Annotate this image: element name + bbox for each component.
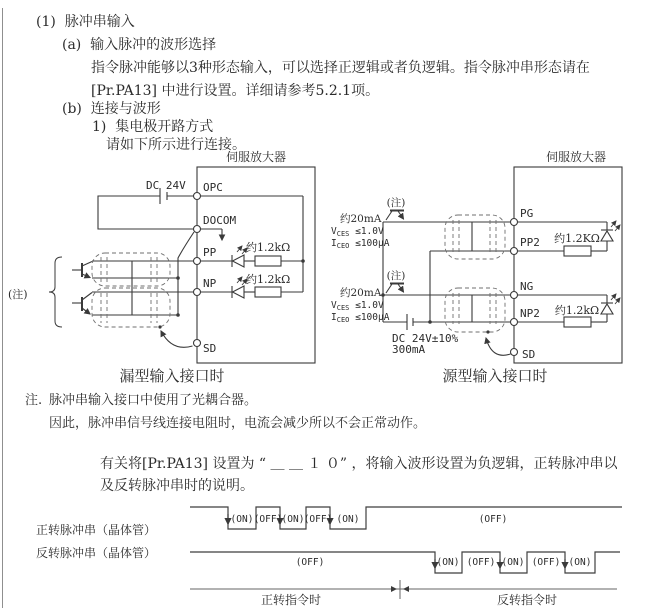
sink-circuit-lines	[49, 167, 315, 363]
sink-terminal-opc	[194, 193, 201, 200]
sink-input-diagram	[8, 149, 315, 385]
source-terminal-label-pp2: PP2	[520, 236, 540, 249]
row2-seg-label: (ON)	[568, 557, 592, 568]
reverse-pulse-row-label: 反转脉冲串（晶体管）	[36, 546, 157, 560]
pp2-led-triangle	[601, 231, 613, 241]
source-caption: 源型输入接口时	[442, 367, 548, 385]
row2-seg-label: (OFF)	[531, 557, 561, 568]
row2-seg-label: (ON)	[501, 557, 525, 568]
source-terminal-label-ng: NG	[520, 280, 534, 293]
pp-led-triangle	[233, 255, 245, 267]
sink-terminal-sd	[194, 340, 201, 347]
sink-terminal-label-opc: OPC	[203, 181, 223, 194]
source-terminal-pg	[511, 219, 518, 226]
np-resistor-symbol	[255, 287, 281, 297]
source-note-marker-bottom: (注)	[386, 270, 406, 282]
np-led-triangle	[233, 286, 245, 298]
source-amplifier-box	[514, 167, 622, 363]
spec-vces-top: $V_{CES} \le 1.0V$	[331, 226, 384, 238]
source-terminal-np2	[511, 319, 518, 326]
sink-amplifier-title: 伺服放大器	[225, 150, 287, 164]
note-brace	[49, 257, 62, 327]
sink-terminal-pp	[194, 258, 201, 265]
source-cable-shield-dashes	[445, 215, 505, 332]
row1-seg-label: (ON)	[336, 514, 360, 525]
subsection-b1-title: 1) 集电极开路方式	[92, 119, 214, 135]
forward-pulse-row-label: 正转脉冲串（晶体管）	[36, 523, 157, 537]
source-junction-dots	[381, 293, 489, 333]
source-transistor2-emitter-arrow	[398, 284, 404, 292]
subsection-a-text-line1: 指令脉冲能够以3种形态输入，可以选择正逻辑或者负逻辑。指令脉冲串形态请在	[91, 60, 590, 76]
row2-seg-label: (OFF)	[466, 557, 496, 568]
row2-seg-label: (ON)	[436, 557, 460, 568]
subsection-a-text-line2: [Pr.PA13] 中进行设置。详细请参考5.2.1项。	[91, 83, 380, 99]
row1-seg-label: (OFF)	[253, 514, 283, 525]
axis-left-label: 正转指令时	[260, 593, 322, 607]
description-line2: 及反转脉冲串时的说明。	[100, 478, 254, 494]
source-terminal-ng	[511, 292, 518, 299]
source-supply-label-line1: DC 24V±10%	[392, 332, 459, 345]
transistor1-emitter-arrow	[82, 274, 90, 278]
timing-diagram	[190, 507, 622, 607]
source-terminal-pp2	[511, 248, 518, 255]
sink-terminal-np	[194, 289, 201, 296]
note-line2: 因此，脉冲串信号线连接电阻时，电流会减少所以不会正常动作。	[49, 416, 427, 431]
transistor-spec-top	[331, 212, 390, 250]
source-input-diagram	[331, 149, 622, 385]
sink-supply-label: DC 24V	[146, 179, 186, 192]
spec-iceo-bottom: $I_{CEO} \le 100\mu A$	[331, 312, 390, 324]
sink-shield-arrow	[161, 331, 193, 347]
docom-return-wire	[178, 232, 194, 315]
sink-caption: 漏型输入接口时	[119, 367, 225, 385]
transistor2-emitter-arrow	[82, 308, 90, 314]
source-supply-label-line2: 300mA	[392, 343, 426, 356]
sink-terminal-label-pp: PP	[203, 246, 217, 259]
row2-seg-label: (OFF)	[295, 557, 325, 568]
source-shield-arrow	[486, 338, 511, 355]
waveform-segment-labels	[231, 514, 592, 568]
spec-current-bottom: 约20mA	[340, 287, 382, 299]
row1-seg-label: (OFF)	[478, 514, 508, 525]
subsection-a-title: (a) 输入脉冲的波形选择	[62, 37, 217, 53]
pp2-resistor-symbol	[564, 246, 591, 256]
source-terminal-label-sd: SD	[522, 348, 536, 361]
subsection-b-title: (b) 连接与波形	[62, 101, 161, 117]
spec-current-top: 约20mA	[340, 213, 382, 225]
source-terminal-sd	[511, 349, 518, 356]
subsection-b1-text: 请如下所示进行连接。	[106, 137, 246, 153]
source-amplifier-title: 伺服放大器	[545, 150, 607, 164]
sink-terminal-label-sd: SD	[203, 342, 217, 355]
section-number-title: (1) 脉冲串输入	[36, 14, 135, 30]
row1-seg-label: (ON)	[281, 514, 305, 525]
pp2-resistor-label: 约1.2KΩ	[554, 232, 600, 245]
note-marker: 注.	[25, 393, 43, 408]
description-line1: 有关将[Pr.PA13] 设置为 “ ＿ ＿ １ ０” ，将输入波形设置为负逻辑，正转脉冲串以	[100, 456, 618, 472]
spec-iceo-top: $I_{CEO} \le 100\mu A$	[331, 238, 390, 250]
pp-resistor-symbol	[255, 256, 281, 266]
source-terminal-label-np2: NP2	[520, 307, 540, 320]
np2-resistor-label: 约1.2kΩ	[554, 304, 600, 317]
row1-seg-label: (ON)	[230, 514, 254, 525]
sink-cable-shield-dashes	[92, 253, 170, 327]
sink-terminal-label-docom: DOCOM	[203, 214, 237, 227]
transistor-spec-bottom	[331, 286, 390, 324]
sink-note-marker: (注)	[8, 288, 28, 301]
sink-terminal-docom	[194, 226, 201, 233]
np2-resistor-symbol	[564, 317, 591, 327]
np2-led-triangle	[601, 304, 613, 314]
sink-terminal-label-np: NP	[203, 277, 217, 290]
row1-seg-label: (OFF)	[303, 514, 333, 525]
source-terminal-label-pg: PG	[520, 207, 534, 220]
spec-vces-bottom: $V_{CES} \le 1.0V$	[331, 300, 384, 312]
source-transistor1-emitter-arrow	[398, 211, 404, 219]
axis-right-label: 反转指令时	[496, 593, 558, 607]
sink-np-resistor-label: 约1.2kΩ	[246, 273, 291, 286]
source-note-marker-top: (注)	[386, 197, 406, 209]
note-line1: 脉冲串输入接口中使用了光耦合器。	[49, 393, 258, 408]
sink-pp-resistor-label: 约1.2kΩ	[246, 241, 291, 254]
